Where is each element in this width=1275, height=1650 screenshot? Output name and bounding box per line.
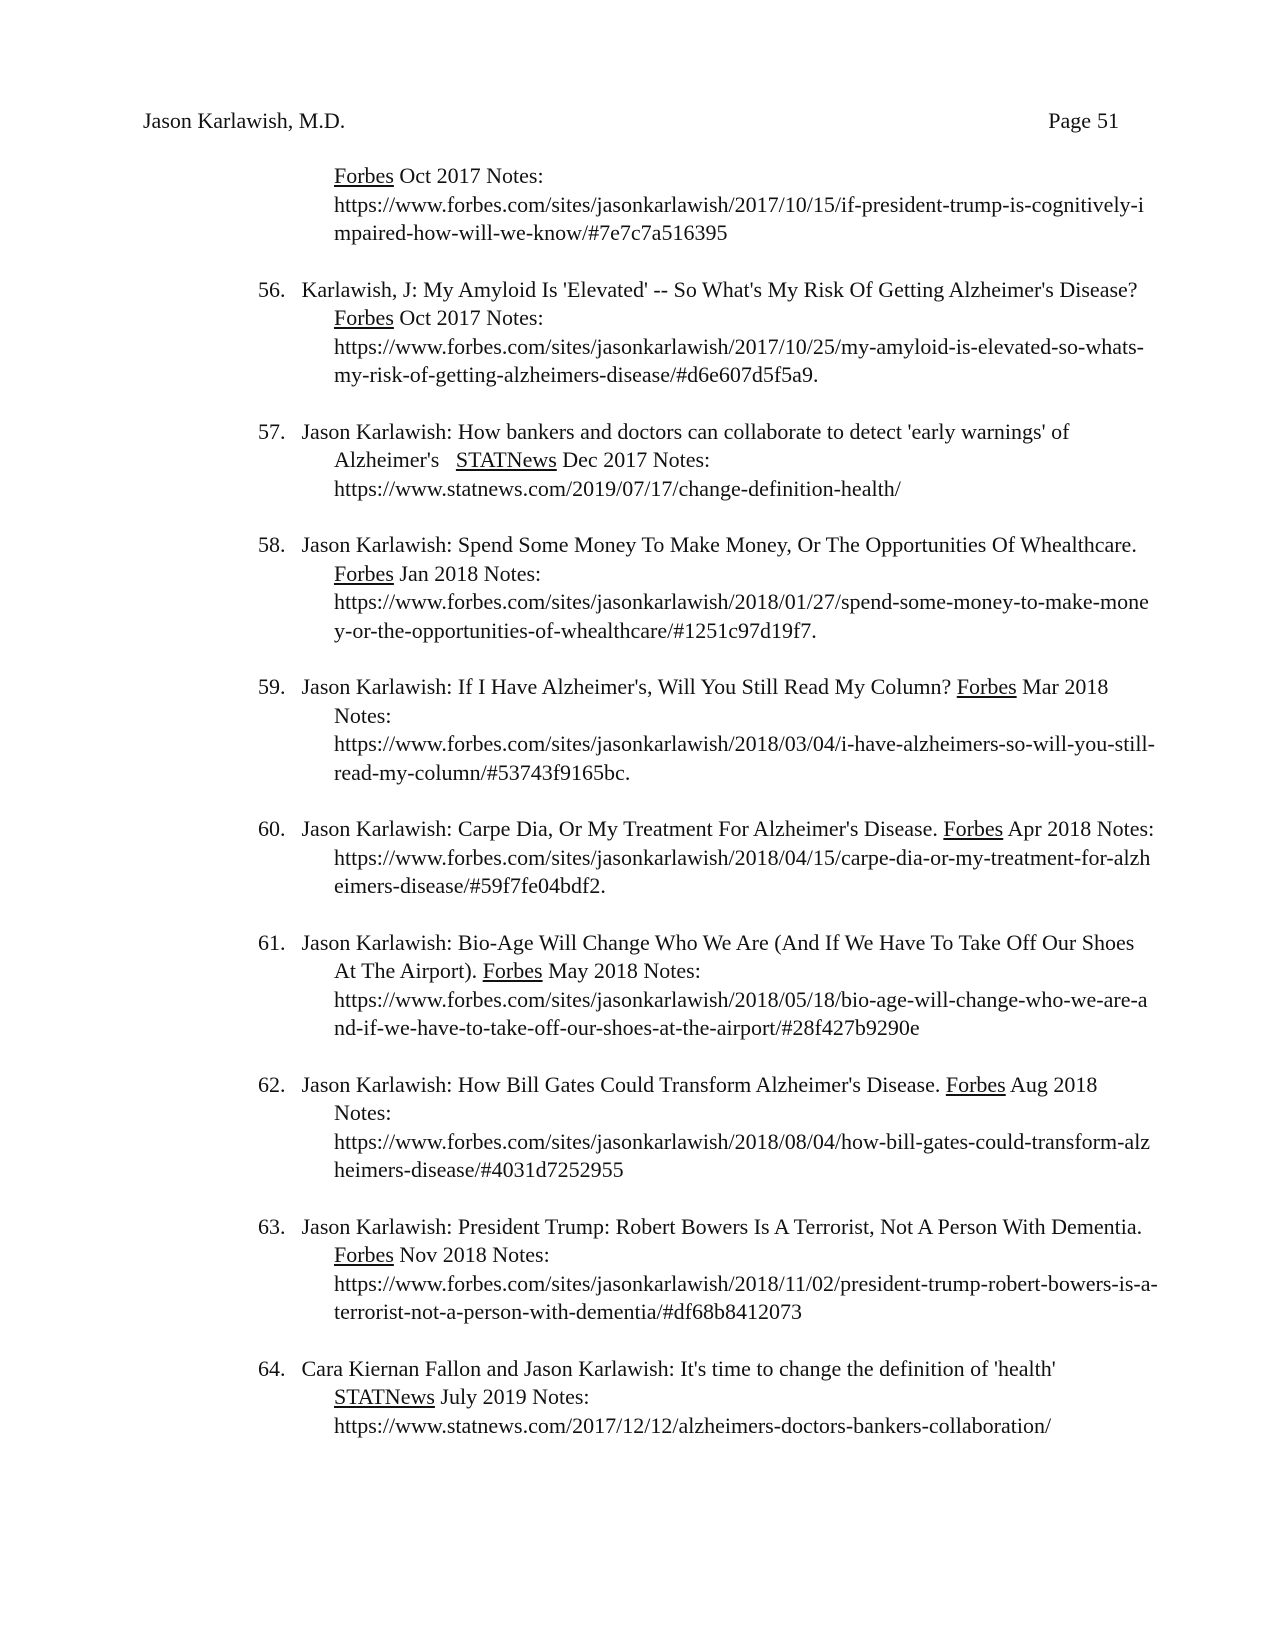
- entry-url: https://www.statnews.com/2017/12/12/alzheimers-doctors-bankers-collaboration/: [334, 1412, 1052, 1438]
- entry-url: https://www.forbes.com/sites/jasonkarlawish/2018/05/18/bio-age-will-change-who-we-are-and-if-we-have-to-take-off-our-shoes-at-the-airport/#28f427b9290e: [334, 986, 1148, 1040]
- citation-entry: 62. Jason Karlawish: How Bill Gates Could Transform Alzheimer's Disease. Forbes Aug 2018 Notes: https://www.forbes.com/sites/jasonkarlawish/2018/08/04/how-bill-gates-could-transform-alzheimers-disease/#4031d7252955: [258, 1071, 1158, 1185]
- entry-date-notes: Dec 2017 Notes:: [562, 447, 711, 472]
- entry-source: Forbes: [334, 163, 394, 188]
- citation-entry: 57. Jason Karlawish: How bankers and doctors can collaborate to detect 'early warnings' of Alzheimer's STATNews Dec 2017 Notes: https://www.statnews.com/2019/07/17/change-definition-health/: [258, 418, 1158, 504]
- entry-source: Forbes: [334, 1242, 394, 1267]
- entry-source: Forbes: [334, 560, 394, 586]
- entry-url: https://www.forbes.com/sites/jasonkarlawish/2017/10/25/my-amyloid-is-elevated-so-whats-my-risk-of-getting-alzheimers-disease/#d6e607d5f5a9.: [334, 333, 1144, 387]
- page-label: Page: [1048, 108, 1091, 133]
- citation-entry: 56. Karlawish, J: My Amyloid Is 'Elevated' -- So What's My Risk Of Getting Alzheimer's Disease? Forbes Oct 2017 Notes: https://www.forbes.com/sites/jasonkarlawish/2017/10/25/my-amyloid-is-elevated-so-whats-my-risk-of-getting-alzheimers-disease/#d6e607d5f5a9.: [258, 276, 1158, 390]
- entry-text: Jason Karlawish: President Trump: Robert Bowers Is A Terrorist, Not A Person With Dementia.: [301, 1213, 1143, 1239]
- entry-date-notes: Mar 2018 Notes:: [334, 674, 1109, 728]
- entry-date-notes: Oct 2017 Notes:: [399, 305, 544, 330]
- entry-source: Forbes: [482, 958, 543, 983]
- entry-text: Jason Karlawish: How bankers and doctors can collaborate to detect 'early warnings' of Alzheimer's: [301, 418, 1070, 472]
- citation-list: [258, 162, 1158, 1468]
- entry-source: Forbes: [943, 816, 1004, 841]
- page-header: [143, 106, 1119, 136]
- citation-entry: 58. Jason Karlawish: Spend Some Money To Make Money, Or The Opportunities Of Whealthcare. Forbes Jan 2018 Notes: https://www.forbes.com/sites/jasonkarlawish/2018/01/27/spend-some-money-to-make-money-or-the-opportunities-of-whealthcare/#1251c97d19f7.: [258, 531, 1158, 645]
- entry-text: Karlawish, J: My Amyloid Is 'Elevated' -- So What's My Risk Of Getting Alzheimer's Disease?: [301, 276, 1138, 302]
- entry-text: Jason Karlawish: Carpe Dia, Or My Treatment For Alzheimer's Disease.: [301, 816, 938, 841]
- entry-source: Forbes: [956, 674, 1017, 699]
- header-author: Jason Karlawish, M.D.: [143, 108, 346, 133]
- citation-entry: 61. Jason Karlawish: Bio-Age Will Change Who We Are (And If We Have To Take Off Our Shoes At The Airport). Forbes May 2018 Notes: https://www.forbes.com/sites/jasonkarlawish/2018/05/18/bio-age-will-change-who-we-are-and-if-we-have-to-take-off-our-shoes-at-the-airport/#28f427b9290e: [258, 929, 1158, 1043]
- entry-text: Cara Kiernan Fallon and Jason Karlawish: It's time to change the definition of 'health': [301, 1355, 1056, 1381]
- entry-source: STATNews: [334, 1384, 435, 1409]
- entry-date-notes: May 2018 Notes:: [548, 958, 701, 983]
- entry-date-notes: Jan 2018 Notes:: [399, 560, 542, 586]
- entry-text: Jason Karlawish: Bio-Age Will Change Who We Are (And If We Have To Take Off Our Shoes At The Airport).: [301, 929, 1135, 983]
- entry-url: https://www.forbes.com/sites/jasonkarlawish/2018/08/04/how-bill-gates-could-transform-alzheimers-disease/#4031d7252955: [334, 1128, 1151, 1182]
- entry-date-notes: Oct 2017 Notes:: [399, 163, 544, 188]
- header-page-number: [1048, 106, 1119, 136]
- entry-text: Jason Karlawish: If I Have Alzheimer's, Will You Still Read My Column?: [301, 674, 952, 699]
- entry-source: STATNews: [455, 447, 557, 472]
- entry-date-notes: Aug 2018 Notes:: [334, 1071, 1098, 1125]
- entry-source: Forbes: [945, 1071, 1006, 1097]
- entry-url: https://www.statnews.com/2019/07/17/change-definition-health/: [334, 475, 901, 501]
- entry-date-notes: July 2019 Notes:: [440, 1384, 590, 1409]
- entry-url: https://www.forbes.com/sites/jasonkarlawish/2017/10/15/if-president-trump-is-cognitively-impaired-how-will-we-know/#7e7c7a516395: [334, 191, 1144, 245]
- citation-entry: 60. Jason Karlawish: Carpe Dia, Or My Treatment For Alzheimer's Disease. Forbes Apr 2018 Notes: https://www.forbes.com/sites/jasonkarlawish/2018/04/15/carpe-dia-or-my-treatment-for-alzheimers-disease/#59f7fe04bdf2.: [258, 815, 1158, 901]
- entry-date-notes: Nov 2018 Notes:: [399, 1242, 550, 1267]
- entry-url: https://www.forbes.com/sites/jasonkarlawish/2018/03/04/i-have-alzheimers-so-will-you-still-read-my-column/#53743f9165bc.: [334, 731, 1155, 785]
- entry-url: https://www.forbes.com/sites/jasonkarlawish/2018/11/02/president-trump-robert-bowers-is-a-terrorist-not-a-person-with-dementia/#df68b8412073: [334, 1270, 1158, 1324]
- page-number: 51: [1097, 108, 1119, 133]
- continued-entry: [258, 162, 1158, 248]
- citation-entry: 63. Jason Karlawish: President Trump: Robert Bowers Is A Terrorist, Not A Person With Dementia. Forbes Nov 2018 Notes: https://www.forbes.com/sites/jasonkarlawish/2018/11/02/president-trump-robert-bowers-is-a-terrorist-not-a-person-with-dementia/#df68b8412073: [258, 1213, 1158, 1327]
- entry-source: Forbes: [334, 305, 394, 330]
- entry-url: https://www.forbes.com/sites/jasonkarlawish/2018/04/15/carpe-dia-or-my-treatment-for-alzheimers-disease/#59f7fe04bdf2.: [334, 844, 1151, 898]
- entry-text: Jason Karlawish: Spend Some Money To Make Money, Or The Opportunities Of Whealthcare.: [301, 532, 1137, 557]
- citation-entry: 59. Jason Karlawish: If I Have Alzheimer's, Will You Still Read My Column? Forbes Mar 2018 Notes: https://www.forbes.com/sites/jasonkarlawish/2018/03/04/i-have-alzheimers-so-will-you-still-read-my-column/#53743f9165bc.: [258, 673, 1158, 787]
- entry-url: https://www.forbes.com/sites/jasonkarlawish/2018/01/27/spend-some-money-to-make-money-or-the-opportunities-of-whealthcare/#1251c97d19f7.: [334, 589, 1149, 643]
- entry-text: Jason Karlawish: How Bill Gates Could Transform Alzheimer's Disease.: [301, 1071, 941, 1097]
- entry-date-notes: Apr 2018 Notes:: [1007, 816, 1155, 841]
- citation-entry: 64. Cara Kiernan Fallon and Jason Karlawish: It's time to change the definition of 'health' STATNews July 2019 Notes: https://www.statnews.com/2017/12/12/alzheimers-doctors-bankers-collaboration/: [258, 1355, 1158, 1441]
